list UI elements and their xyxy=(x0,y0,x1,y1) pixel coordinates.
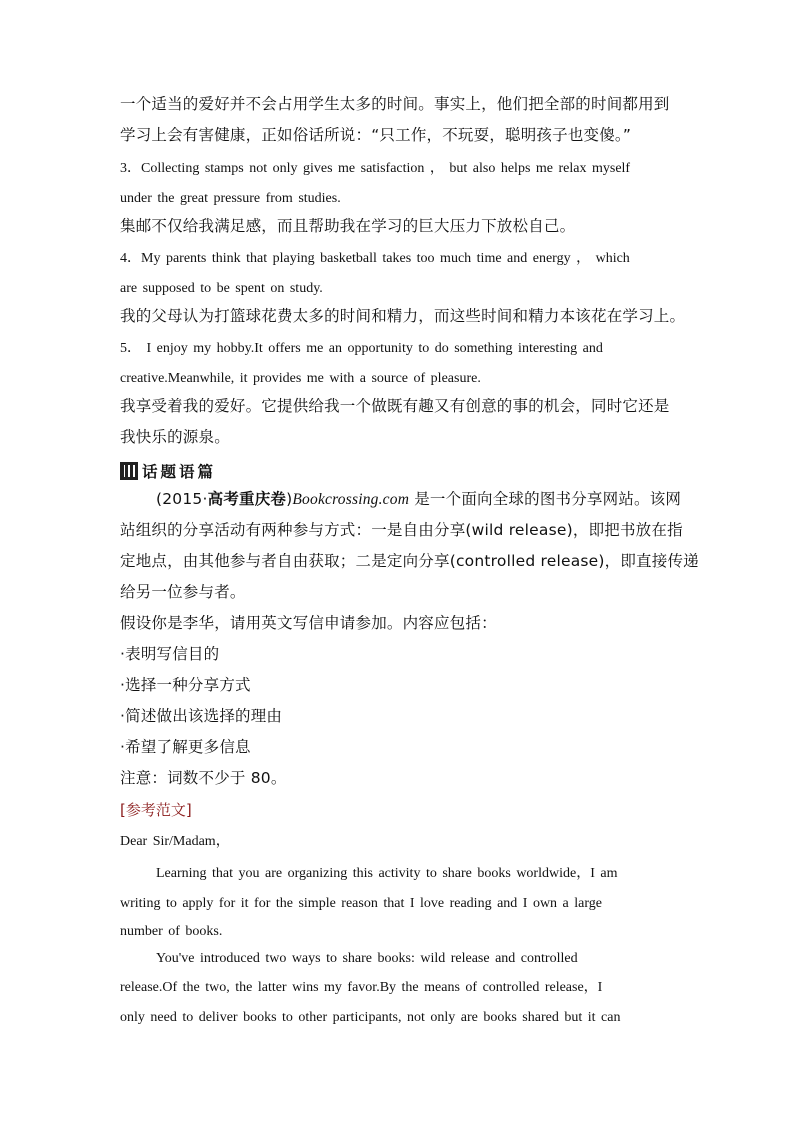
prompt-source-prefix: (2015· xyxy=(156,490,208,508)
text-line: 3．Collecting stamps not only gives me satisfaction ， but also helps me relax myself xyxy=(120,161,631,176)
section-heading xyxy=(120,460,216,482)
roman-numeral-three-icon xyxy=(120,462,138,480)
text-line: 5． I enjoy my hobby.It offers me an opportunity to do something interesting and xyxy=(120,341,603,356)
text-line: creative.Meanwhile, it provides me with a source of pleasure. xyxy=(120,371,481,386)
text-line: 一个适当的爱好并不会占用学生太多的时间。事实上，他们把全部的时间都用到 xyxy=(120,95,670,113)
prompt-bullet: ·简述做出该选择的理由 xyxy=(120,707,283,725)
essay-line: number of books. xyxy=(120,924,223,939)
prompt-note: 注意：词数不少于 80。 xyxy=(120,769,287,787)
essay-line: You've introduced two ways to share books: wild release and controlled xyxy=(156,951,578,966)
text-line: 4．My parents think that playing basketball takes too much time and energy ， which xyxy=(120,251,630,266)
text-line: 我享受着我的爱好。它提供给我一个做既有趣又有创意的事的机会，同时它还是 xyxy=(120,397,670,415)
prompt-bullet: ·选择一种分享方式 xyxy=(120,676,251,694)
text-line: 我快乐的源泉。 xyxy=(120,428,230,446)
prompt-source-close: ) xyxy=(286,490,293,508)
prompt-line: 站组织的分享活动有两种参与方式：一是自由分享(wild release)，即把书放在指 xyxy=(120,521,683,539)
essay-line: only need to deliver books to other participants, not only are books shared but it can xyxy=(120,1010,621,1025)
prompt-source: 高考重庆卷 xyxy=(207,490,287,508)
prompt-line: 假设你是李华，请用英文写信申请参加。内容应包括： xyxy=(120,614,497,632)
text-line: 学习上会有害健康，正如俗话所说：“只工作，不玩耍，聪明孩子也变傻。” xyxy=(120,126,632,144)
prompt-line: 定地点，由其他参与者自由获取；二是定向分享(controlled release)，即直接传递 xyxy=(120,552,699,570)
essay-line: Learning that you are organizing this activity to share books worldwide，I am xyxy=(156,866,618,881)
prompt-line: 给另一位参与者。 xyxy=(120,583,246,601)
section-title: 话题语篇 xyxy=(142,463,217,481)
prompt-text: 是一个面向全球的图书分享网站。该网 xyxy=(409,490,682,508)
text-line: 集邮不仅给我满足感，而且帮助我在学习的巨大压力下放松自己。 xyxy=(120,217,576,235)
prompt-bullet: ·希望了解更多信息 xyxy=(120,738,251,756)
essay-line: release.Of the two, the latter wins my favor.By the means of controlled release，I xyxy=(120,980,603,995)
prompt-site-name: Bookcrossing.com xyxy=(292,491,410,508)
prompt-line xyxy=(156,492,681,508)
essay-greeting: Dear Sir/Madam， xyxy=(120,834,230,849)
text-line: are supposed to be spent on study. xyxy=(120,281,323,296)
essay-line: writing to apply for it for the simple reason that I love reading and I own a large xyxy=(120,896,602,911)
prompt-bullet: ·表明写信目的 xyxy=(120,645,220,663)
text-line: under the great pressure from studies. xyxy=(120,191,341,206)
reference-essay-label: [参考范文] xyxy=(120,801,192,819)
text-line: 我的父母认为打篮球花费太多的时间和精力，而这些时间和精力本该花在学习上。 xyxy=(120,307,686,325)
